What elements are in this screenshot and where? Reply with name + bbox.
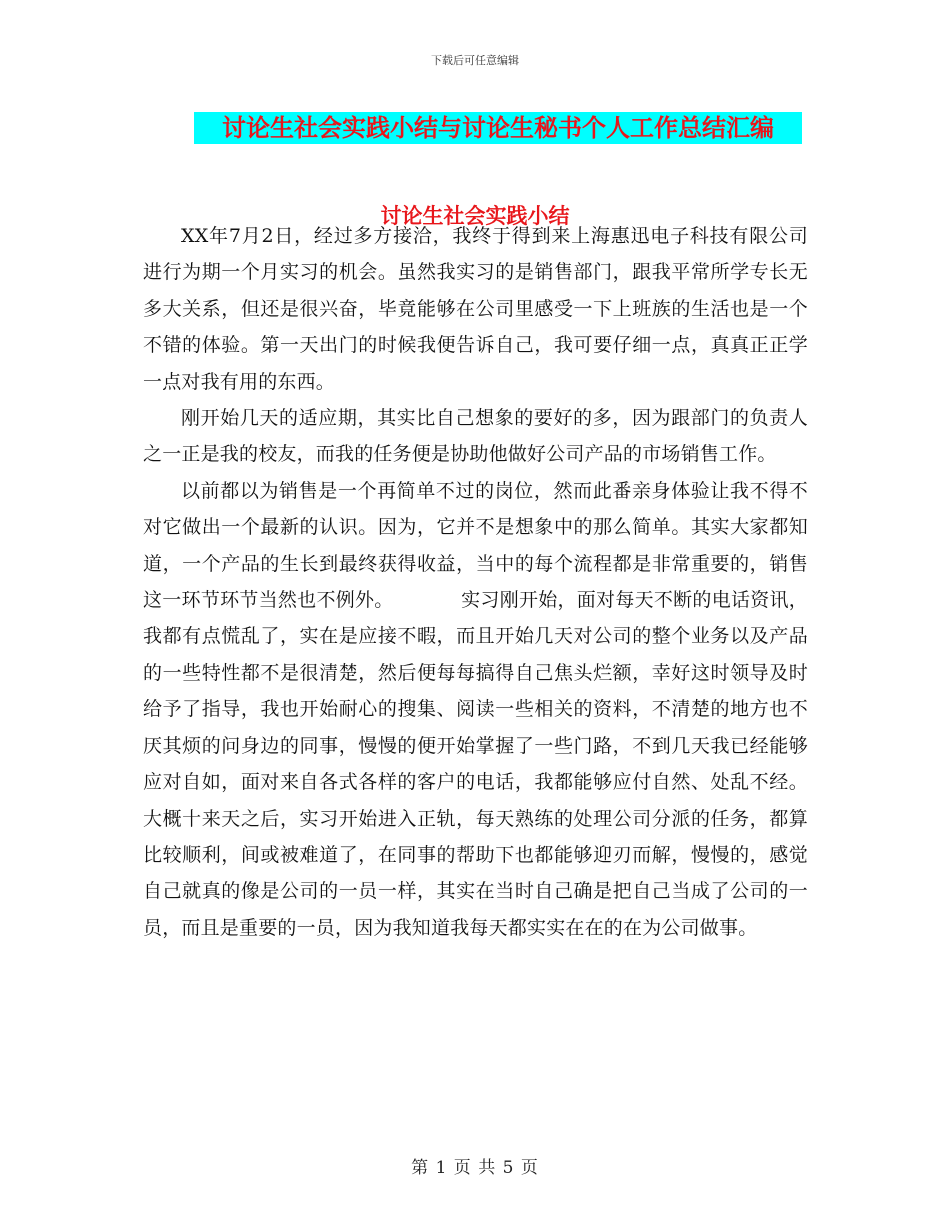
paragraph-2: 刚开始几天的适应期，其实比自己想象的要好的多，因为跟部门的负责人之一正是我的校友，而我的任务便是协助他做好公司产品的市场销售工作。 [143, 407, 808, 466]
document-body [143, 218, 808, 946]
paragraph-1: XX年7月2日，经过多方接洽，我终于得到来上海惠迅电子科技有限公司进行为期一个月实习的机会。虽然我实习的是销售部门，跟我平常所学专长无多大关系，但还是很兴奋，毕竟能够在公司里感受一下上班族的生活也是一个不错的体验。第一天出门的时候我便告诉自己，我可要仔细一点，真真正正学一点对我有用的东西。 [143, 225, 808, 393]
document-title: 讨论生社会实践小结与讨论生秘书个人工作总结汇编 [222, 114, 774, 142]
paragraph-3: 以前都以为销售是一个再简单不过的岗位，然而此番亲身体验让我不得不对它做出一个最新的认识。因为，它并不是想象中的那么简单。其实大家都知道，一个产品的生长到最终获得收益，当中的每个流程都是非常重要的，销售这一环节环节当然也不例外。 实习刚开始，面对每天不断的电话资讯，我都有点慌乱了，实在是应接不暇，而且开始几天对公司的整个业务以及产品的一些特性都不是很清楚，然后便每每搞得自己焦头烂额，幸好这时领导及时给予了指导，我也开始耐心的搜集、阅读一些相关的资料，不清楚的地方也不厌其烦的问身边的同事，慢慢的便开始掌握了一些门路，不到几天我已经能够应对自如，面对来自各式各样的客户的电话，我都能够应付自然、处乱不经。大概十来天之后，实习开始进入正轨，每天熟练的处理公司分派的任务，都算比较顺利，间或被难道了，在同事的帮助下也都能够迎刃而解，慢慢的，感觉自己就真的像是公司的一员一样，其实在当时自己确是把自己当成了公司的一员，而且是重要的一员，因为我知道我每天都实实在在的在为公司做事。 [143, 479, 808, 939]
section-title: 讨论生社会实践小结 [380, 204, 570, 228]
header-note: 下载后可任意编辑 [431, 54, 519, 67]
page-number-footer: 第 1 页 共 5 页 [411, 1158, 539, 1178]
document-title-highlight [194, 112, 802, 144]
